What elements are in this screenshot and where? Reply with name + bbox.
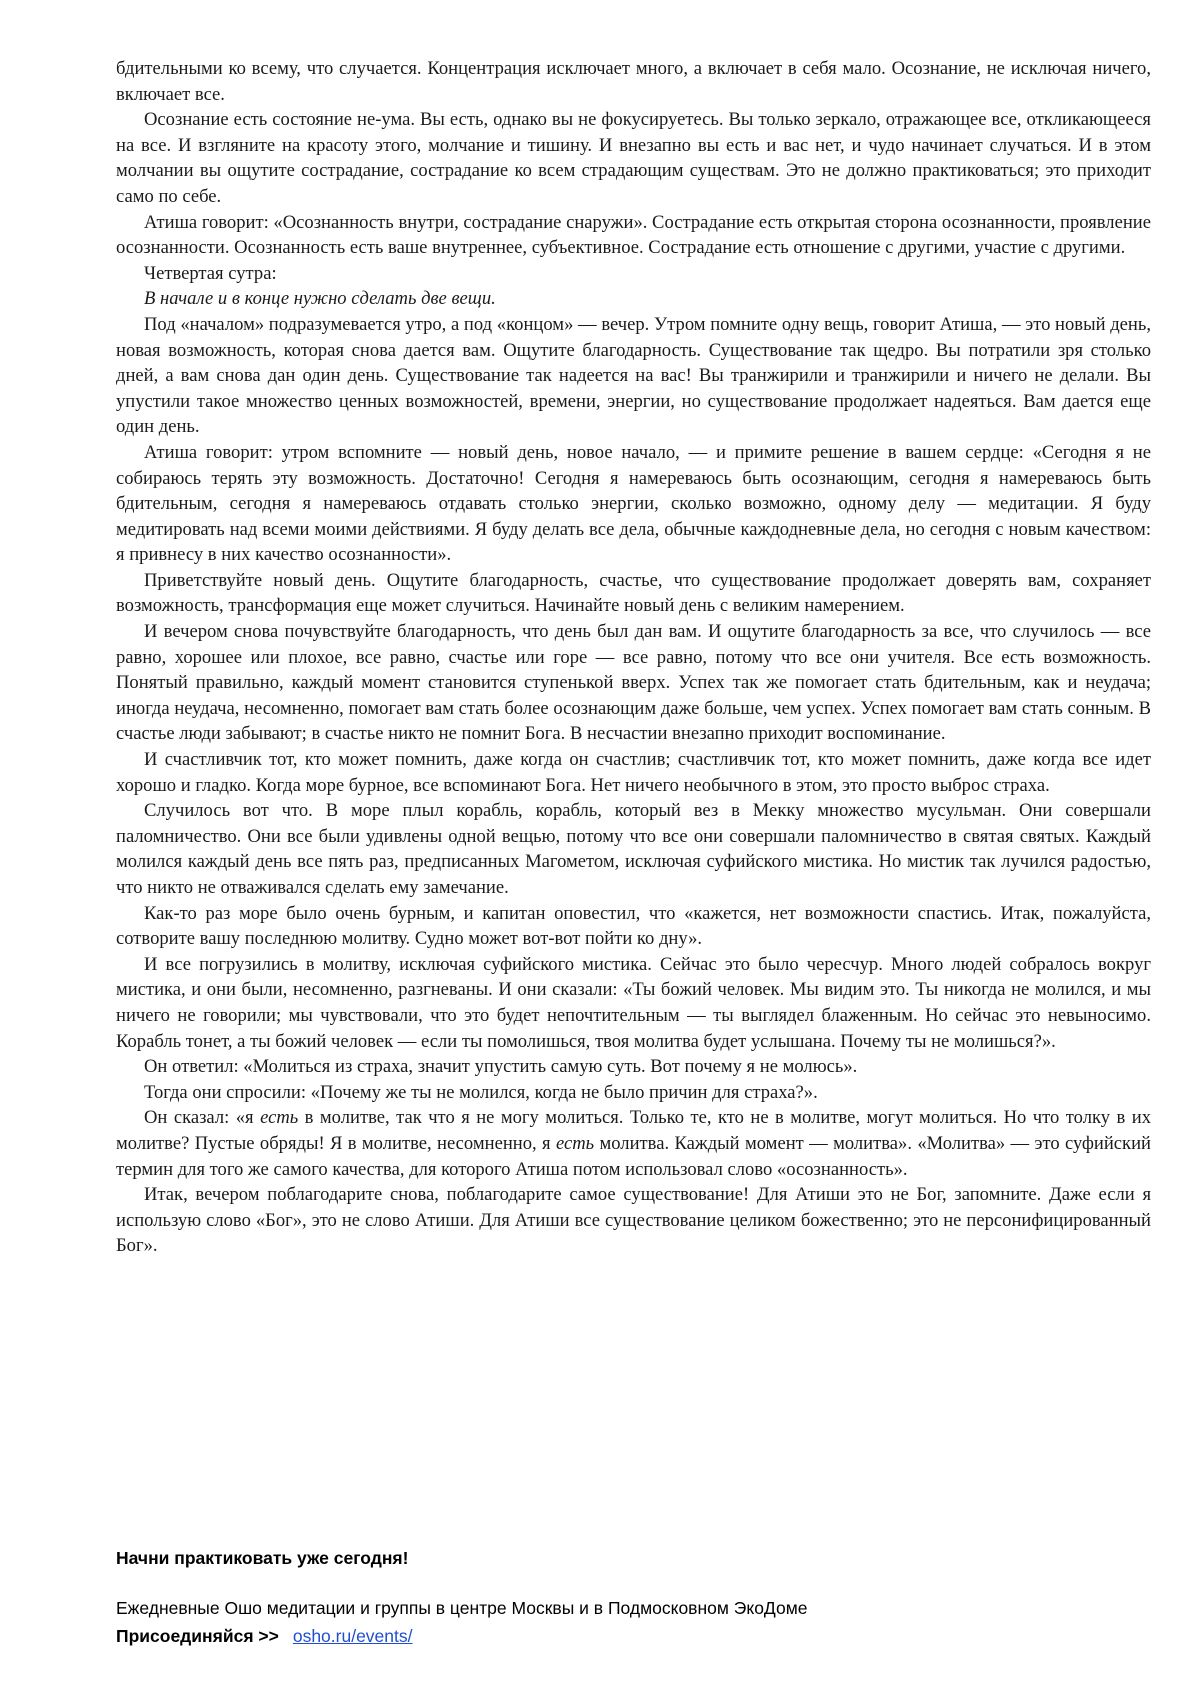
paragraph: И счастливчик тот, кто может помнить, даже когда он счастлив; счастливчик тот, кто может помнить, даже когда все идет хорошо и гладко. Когда море бурное, все вспоминают Бога. Нет ничего необычного в этом, это просто выброс страха. — [116, 749, 1151, 796]
paragraph-mystic-reply — [116, 1105, 1151, 1182]
reply-text: в молитве, так что я не могу молиться. Только те, кто не в молитве, могут молиться. Но что толку в их молитве? Пустые обряды! Я в молитве, несомненно, я — [116, 1107, 1151, 1154]
paragraph: Тогда они спросили: «Почему же ты не молился, когда не было причин для страха?». — [144, 1081, 818, 1103]
reply-text: Он сказал: «я — [144, 1107, 261, 1129]
footer-promo — [116, 1546, 1151, 1648]
reply-text: молитва. Каждый момент — молитва». «Молитва» — это суфийский термин для того же самого качества, для которого Атиша потом использовал слово «осознанность». — [116, 1132, 1151, 1180]
join-line — [116, 1624, 1151, 1648]
paragraph: Под «началом» подразумевается утро, а под «концом» — вечер. Утром помните одну вещь, говорит Атиша, — это новый день, новая возможность, которая снова дается вам. Ощутите благодарность. Существование так щедро. Вы потратили зря столько дней, а вам снова дан один день. Существование так надеется на вас! Вы транжирили и транжирили и ничего не делали. Вы упустили такое множество ценных возможностей, времени, энергии, но существование продолжает надеяться. Вам дается еще один день. — [116, 313, 1151, 438]
reply-emphasis: есть — [260, 1107, 299, 1129]
paragraph: Четвертая сутра: — [144, 262, 277, 284]
paragraph: И все погрузились в молитву, исключая суфийского мистика. Сейчас это было чересчур. Много людей собралось вокруг мистика, и они были, несомненно, разгневаны. И они сказали: «Ты божий человек. Мы видим это. Ты никогда не молился, и мы ничего не говорили; мы чувствовали, что это будет непочтительным — ты выглядел блаженным. Но сейчас это невыносимо. Корабль тонет, а ты божий человек — если ты помолишься, твоя молитва будет услышана. Почему ты не молишься?». — [116, 953, 1151, 1052]
join-label: Присоединяйся >> — [116, 1626, 279, 1646]
paragraph: Итак, вечером поблагодарите снова, поблагодарите самое существование! Для Атиши это не Бог, запомните. Даже если я использую слово «Бог», это не слово Атиши. Для Атиши все существование целиком божественно; это не персонифицированный Бог». — [116, 1184, 1151, 1257]
paragraph: Атиша говорит: утром вспомните — новый день, новое начало, — и примите решение в вашем сердце: «Сегодня я не собираюсь терять эту возможность. Достаточно! Сегодня я намереваюсь быть осознающим, сегодня я намереваюсь быть бдительным, сегодня я намереваюсь отдавать столько энергии, сколько возможно, одному делу — медитации. Я буду медитировать над всеми моими действиями. Я буду делать все дела, обычные каждодневные дела, но сегодня с новым качеством: я привнесу в них качество осознанности». — [116, 441, 1151, 566]
paragraph: Он ответил: «Молиться из страха, значит упустить самую суть. Вот почему я не молюсь». — [144, 1056, 858, 1078]
events-link[interactable]: osho.ru/events/ — [292, 1626, 413, 1646]
paragraph: И вечером снова почувствуйте благодарность, что день был дан вам. И ощутите благодарность за все, что случилось — все равно, хорошее или плохое, все равно, счастье или горе — все равно, потому что все они учителя. Все есть возможность. Понятый правильно, каждый момент становится ступенькой вверх. Успех так же помогает стать бдительным, как и неудача; иногда неудача, несомненно, помогает вам стать более осознающим даже больше, чем успех. Успех помогает вам стать сонным. В счастье люди забывают; в счастье никто не помнит Бога. В несчастии внезапно приходит воспоминание. — [116, 621, 1151, 745]
paragraph: Приветствуйте новый день. Ощутите благодарность, счастье, что существование продолжает доверять вам, сохраняет возможность, трансформация еще может случиться. Начинайте новый день с великим намерением. — [116, 569, 1151, 617]
paragraph: Случилось вот что. В море плыл корабль, корабль, который вез в Мекку множество мусульман. Они совершали паломничество. Они все были удивлены одной вещью, потому что все они совершали паломничество в святая святых. Каждый молился каждый день все пять раз, предписанных Магометом, исключая суфийского мистика. Но мистик так лучился радостью, что никто не отваживался сделать ему замечание. — [116, 800, 1151, 898]
paragraph: бдительными ко всему, что случается. Концентрация исключает много, а включает в себя мало. Осознание, не исключая ничего, включает все. — [116, 58, 1151, 105]
promo-info: Ежедневные Ошо медитации и группы в центре Москвы и в Подмосковном ЭкоДоме — [116, 1598, 808, 1618]
paragraph: Осознание есть состояние не-ума. Вы есть, однако вы не фокусируетесь. Вы только зеркало, отражающее все, откликающееся на все. И взгляните на красоту этого, молчание и тишину. И внезапно вы есть и вас нет, и чудо начинает случаться. И в этом молчании вы ощутите сострадание, сострадание ко всем страдающим существам. Это не должно практиковаться; это приходит само по себе. — [116, 109, 1151, 207]
paragraph: Атиша говорит: «Осознанность внутри, сострадание снаружи». Сострадание есть открытая сторона осознанности, проявление осознанности. Осознанность есть ваше внутреннее, субъективное. Сострадание есть отношение с другими, участие с другими. — [116, 211, 1151, 259]
promo-heading: Начни практиковать уже сегодня! — [116, 1548, 409, 1568]
sutra-quote: В начале и в конце нужно сделать две вещи. — [144, 288, 496, 310]
paragraph: Как-то раз море было очень бурным, и капитан оповестил, что «кажется, нет возможности спастись. Итак, пожалуйста, сотворите вашу последнюю молитву. Судно может вот-вот пойти ко дну». — [116, 902, 1151, 950]
document-body — [116, 56, 1151, 1259]
reply-emphasis: есть — [555, 1132, 595, 1154]
